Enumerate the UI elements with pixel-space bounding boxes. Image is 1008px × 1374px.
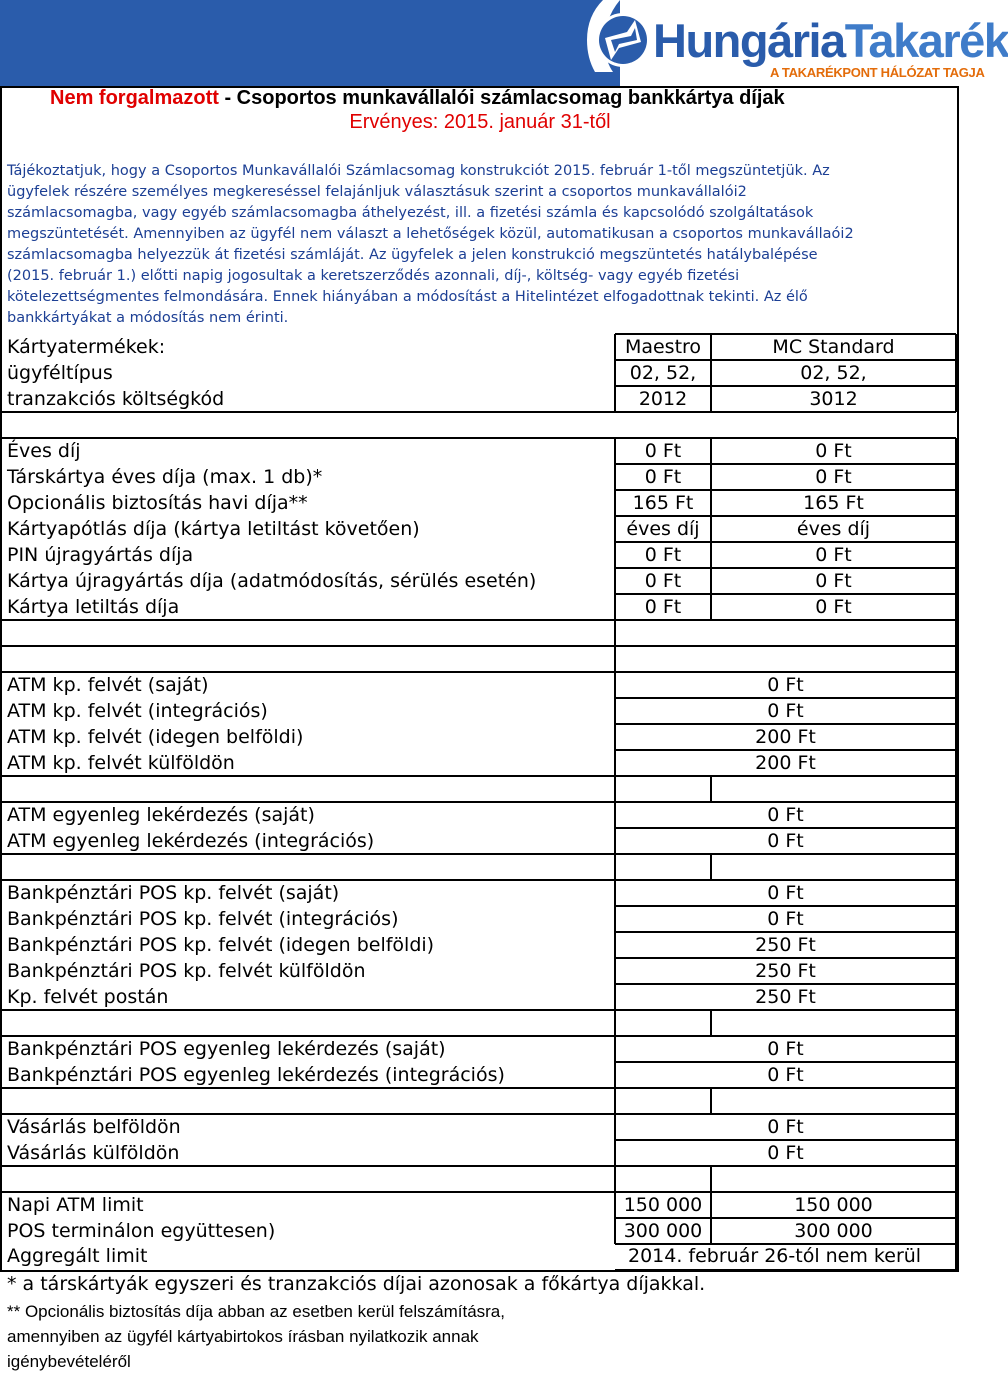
grid-line: [614, 776, 616, 802]
grid-line: [615, 931, 956, 933]
row-label: ATM kp. felvét (saját): [7, 674, 209, 696]
row-label: Napi ATM limit: [7, 1194, 144, 1216]
table-row: [0, 568, 960, 594]
cell-maestro: 2012: [638, 388, 688, 410]
row-label: Bankpénztári POS kp. felvét (saját): [7, 882, 340, 904]
header-band: [0, 0, 1008, 86]
table-row-aggregate: [0, 1243, 960, 1269]
grid-line: [615, 1061, 956, 1063]
cell-maestro: 300 000: [623, 1220, 703, 1242]
grid-line: [615, 1269, 956, 1271]
grid-line: [955, 802, 957, 854]
grid-line: [615, 1113, 956, 1115]
cell-merged: 0 Ft: [767, 804, 804, 826]
grid-line: [615, 853, 956, 855]
grid-line: [614, 880, 616, 1010]
grid-line: [614, 802, 616, 854]
grid-line: [615, 463, 956, 465]
grid-line: [615, 489, 956, 491]
grid-line: [614, 672, 616, 776]
table-row: [0, 438, 960, 464]
row-label: Opcionális biztosítás havi díja**: [7, 492, 308, 514]
cell-merged: 0 Ft: [767, 830, 804, 852]
grid-line: [615, 905, 956, 907]
aggregate-note: 2014. február 26-tól nem kerül: [628, 1245, 922, 1267]
grid-line: [615, 957, 956, 959]
grid-line: [710, 1088, 712, 1114]
grid-line: [615, 619, 956, 621]
table-row-cost-code: [0, 386, 960, 412]
grid-line: [615, 1139, 956, 1141]
row-label: ATM kp. felvét (integrációs): [7, 700, 268, 722]
cell-mc: 300 000: [794, 1220, 873, 1242]
table-row: [0, 958, 960, 984]
cell-merged: 200 Ft: [755, 752, 816, 774]
cell-merged: 0 Ft: [767, 1038, 804, 1060]
grid-line: [955, 1192, 957, 1270]
cell-maestro: 0 Ft: [644, 570, 682, 592]
footnote-2: ** Opcionális biztosítás díja abban az esetben kerül felszámításra, amennyiben az ügyfél kártyabirtokos írásban nyilatkozik annak igénybevételéről: [7, 1302, 505, 1371]
row-label: Bankpénztári POS egyenleg lekérdezés (integrációs): [7, 1064, 505, 1086]
grid-line: [955, 334, 957, 412]
cell-maestro: éves díj: [626, 518, 700, 540]
row-label: Aggregált limit: [7, 1245, 148, 1267]
row-label: Bankpénztári POS egyenleg lekérdezés (saját): [7, 1038, 446, 1060]
grid-line: [615, 645, 956, 647]
cell-maestro: 02, 52,: [629, 362, 697, 384]
table-row: [0, 828, 960, 854]
row-label: tranzakciós költségkód: [7, 388, 225, 410]
logo-wordmark: HungáriaTakarék: [653, 14, 1008, 67]
row-label: Kártya újragyártás díja (adatmódosítás, sérülés esetén): [7, 570, 537, 592]
grid-line: [615, 1191, 956, 1193]
grid-line: [615, 801, 956, 803]
table-row: [0, 516, 960, 542]
logo-tagline: A TAKARÉKPONT HÁLÓZAT TAGJA: [770, 65, 985, 80]
grid-line: [615, 1165, 956, 1167]
notice-text: Tájékoztatjuk, hogy a Csoportos Munkavállalói Számlacsomag konstrukciót 2015. február 1-től megszüntetjük. Az ügyfelek részére személyes megkereséssel felajánljuk választásuk szerint a csoportos munkavállalói2 számlacsomagba, vagy egyéb számlacsomagba áthelyezést, ill. a fizetési számla és kapcsolódó szolgáltatások megszüntetését. Amennyiben az ügyfél nem választ a lehetőségek közül, automatikusan a csoportos munkavállaói2 számlacsomagba helyezzük át fizetési számláját. Az ügyfelek a jelen konstrukció megszüntetés hatálybalépése (2015. február 1.) előtti napig jogosultak a keretszerződés azonnali, díj-, költség- vagy egyéb fizetési kötelezettségmentes felmondására. Ennek hiányában a módosítást a Hitelintézet elfogadottnak tekinti. Az élő bankkártyákat a módosítás nem érinti.: [7, 163, 854, 326]
row-label: ATM kp. felvét külföldön: [7, 752, 235, 774]
grid-line: [615, 385, 956, 387]
cell-mc: 150 000: [794, 1194, 873, 1216]
cell-maestro: 150 000: [623, 1194, 703, 1216]
grid-line: [955, 880, 957, 1010]
grid-line: [614, 1036, 616, 1088]
table-row: [0, 594, 960, 620]
row-label: Éves díj: [7, 440, 81, 462]
grid-line: [955, 1166, 957, 1192]
grid-line: [614, 1010, 616, 1036]
table-row: [0, 1036, 960, 1062]
grid-line: [615, 827, 956, 829]
grid-line: [614, 1166, 616, 1192]
cell-merged: 250 Ft: [755, 960, 816, 982]
row-label: Vásárlás belföldön: [7, 1116, 181, 1138]
grid-line: [615, 359, 956, 361]
grid-line: [615, 775, 956, 777]
maestro-header: Maestro: [624, 336, 702, 358]
hungaria-takarek-logo: [575, 0, 1008, 86]
grid-line: [615, 1087, 956, 1089]
cell-maestro: 165 Ft: [632, 492, 694, 514]
cell-mc: 0 Ft: [815, 596, 852, 618]
grid-line: [955, 1114, 957, 1166]
grid-line: [710, 1166, 712, 1192]
row-label: Kártyatermékek:: [7, 336, 166, 358]
cell-maestro: 0 Ft: [644, 440, 682, 462]
row-label: ATM kp. felvét (idegen belföldi): [7, 726, 304, 748]
grid-line: [615, 1035, 956, 1037]
grid-line: [615, 1217, 956, 1219]
table-row: [0, 802, 960, 828]
grid-line: [614, 1088, 616, 1114]
cell-maestro: 0 Ft: [644, 466, 682, 488]
row-label: Társkártya éves díja (max. 1 db)*: [7, 466, 323, 488]
cell-merged: 0 Ft: [767, 1142, 804, 1164]
cell-maestro: 0 Ft: [644, 596, 682, 618]
validity-date: Ervényes: 2015. január 31-től: [349, 111, 611, 133]
table-row-card-products: [0, 334, 960, 360]
table-row: [0, 672, 960, 698]
grid-line: [955, 854, 957, 880]
row-label: POS terminálon együttesen): [7, 1220, 276, 1242]
grid-line: [615, 333, 956, 335]
grid-line: [955, 672, 957, 776]
grid-line: [615, 697, 956, 699]
table-row: [0, 932, 960, 958]
grid-line: [615, 879, 956, 881]
cell-mc: 0 Ft: [815, 544, 852, 566]
cell-mc: 3012: [809, 388, 858, 410]
grid-line: [614, 1114, 616, 1166]
table-row: [0, 906, 960, 932]
cell-merged: 0 Ft: [767, 674, 804, 696]
grid-line: [710, 1010, 712, 1036]
row-label: Vásárlás külföldön: [7, 1142, 180, 1164]
grid-line: [710, 438, 712, 620]
mc-standard-header: MC Standard: [772, 336, 895, 358]
table-row: [0, 1218, 960, 1244]
table-row-client-type: [0, 360, 960, 386]
cell-mc: 0 Ft: [815, 570, 852, 592]
table-row: [0, 880, 960, 906]
grid-line: [615, 983, 956, 985]
cell-maestro: 0 Ft: [644, 544, 682, 566]
grid-line: [614, 854, 616, 880]
grid-line: [955, 776, 957, 802]
row-label: Kártyapótlás díja (kártya letiltást követően): [7, 518, 420, 540]
table-row: [0, 1140, 960, 1166]
grid-line: [614, 334, 616, 412]
grid-line: [615, 437, 956, 439]
grid-line: [615, 541, 956, 543]
row-label: Kártya letiltás díja: [7, 596, 180, 618]
row-label: ügyféltípus: [7, 362, 113, 384]
table-row: [0, 1062, 960, 1088]
cell-mc: 02, 52,: [800, 362, 867, 384]
cell-mc: 165 Ft: [803, 492, 864, 514]
grid-line: [615, 1009, 956, 1011]
cell-merged: 0 Ft: [767, 908, 804, 930]
row-label: Bankpénztári POS kp. felvét (idegen belföldi): [7, 934, 435, 956]
table-row: [0, 542, 960, 568]
cell-merged: 0 Ft: [767, 1116, 804, 1138]
grid-line: [614, 1192, 616, 1244]
grid-line: [615, 567, 956, 569]
grid-line: [615, 1243, 956, 1245]
cell-merged: 0 Ft: [767, 1064, 804, 1086]
grid-line: [710, 776, 712, 802]
cell-merged: 250 Ft: [755, 934, 816, 956]
grid-line: [0, 411, 956, 413]
grid-line: [615, 515, 956, 517]
table-row: [0, 464, 960, 490]
cell-mc: 0 Ft: [815, 440, 852, 462]
table-row: [0, 984, 960, 1010]
row-label: ATM egyenleg lekérdezés (saját): [7, 804, 315, 826]
grid-line: [615, 749, 956, 751]
grid-line: [955, 1036, 957, 1088]
grid-line: [615, 723, 956, 725]
grid-line: [955, 1088, 957, 1114]
grid-line: [955, 438, 957, 672]
row-label: ATM egyenleg lekérdezés (integrációs): [7, 830, 375, 852]
grid-line: [955, 1010, 957, 1036]
grid-line: [710, 854, 712, 880]
grid-line: [614, 438, 616, 672]
grid-line: [710, 1192, 712, 1244]
grid-line: [710, 334, 712, 412]
footnote-1: * a társkártyák egyszeri és tranzakciós díjai azonosak a főkártya díjakkal.: [7, 1273, 706, 1295]
cell-merged: 0 Ft: [767, 882, 804, 904]
grid-line: [615, 593, 956, 595]
table-row: [0, 490, 960, 516]
row-label: PIN újragyártás díja: [7, 544, 194, 566]
table-row: [0, 724, 960, 750]
row-label: Kp. felvét postán: [7, 986, 169, 1008]
cell-merged: 250 Ft: [755, 986, 816, 1008]
table-row: [0, 1114, 960, 1140]
page-title: Nem forgalmazott - Csoportos munkavállalói számlacsomag bankkártya díjak: [50, 87, 785, 109]
cell-merged: 200 Ft: [755, 726, 816, 748]
grid-line: [615, 671, 956, 673]
row-label: Bankpénztári POS kp. felvét külföldön: [7, 960, 366, 982]
header-blue-bar: [0, 0, 620, 86]
table-row: [0, 1192, 960, 1218]
cell-merged: 0 Ft: [767, 700, 804, 722]
row-label: Bankpénztári POS kp. felvét (integrációs): [7, 908, 399, 930]
table-row: [0, 698, 960, 724]
cell-mc: 0 Ft: [815, 466, 852, 488]
cell-mc: éves díj: [796, 518, 871, 540]
table-row: [0, 750, 960, 776]
